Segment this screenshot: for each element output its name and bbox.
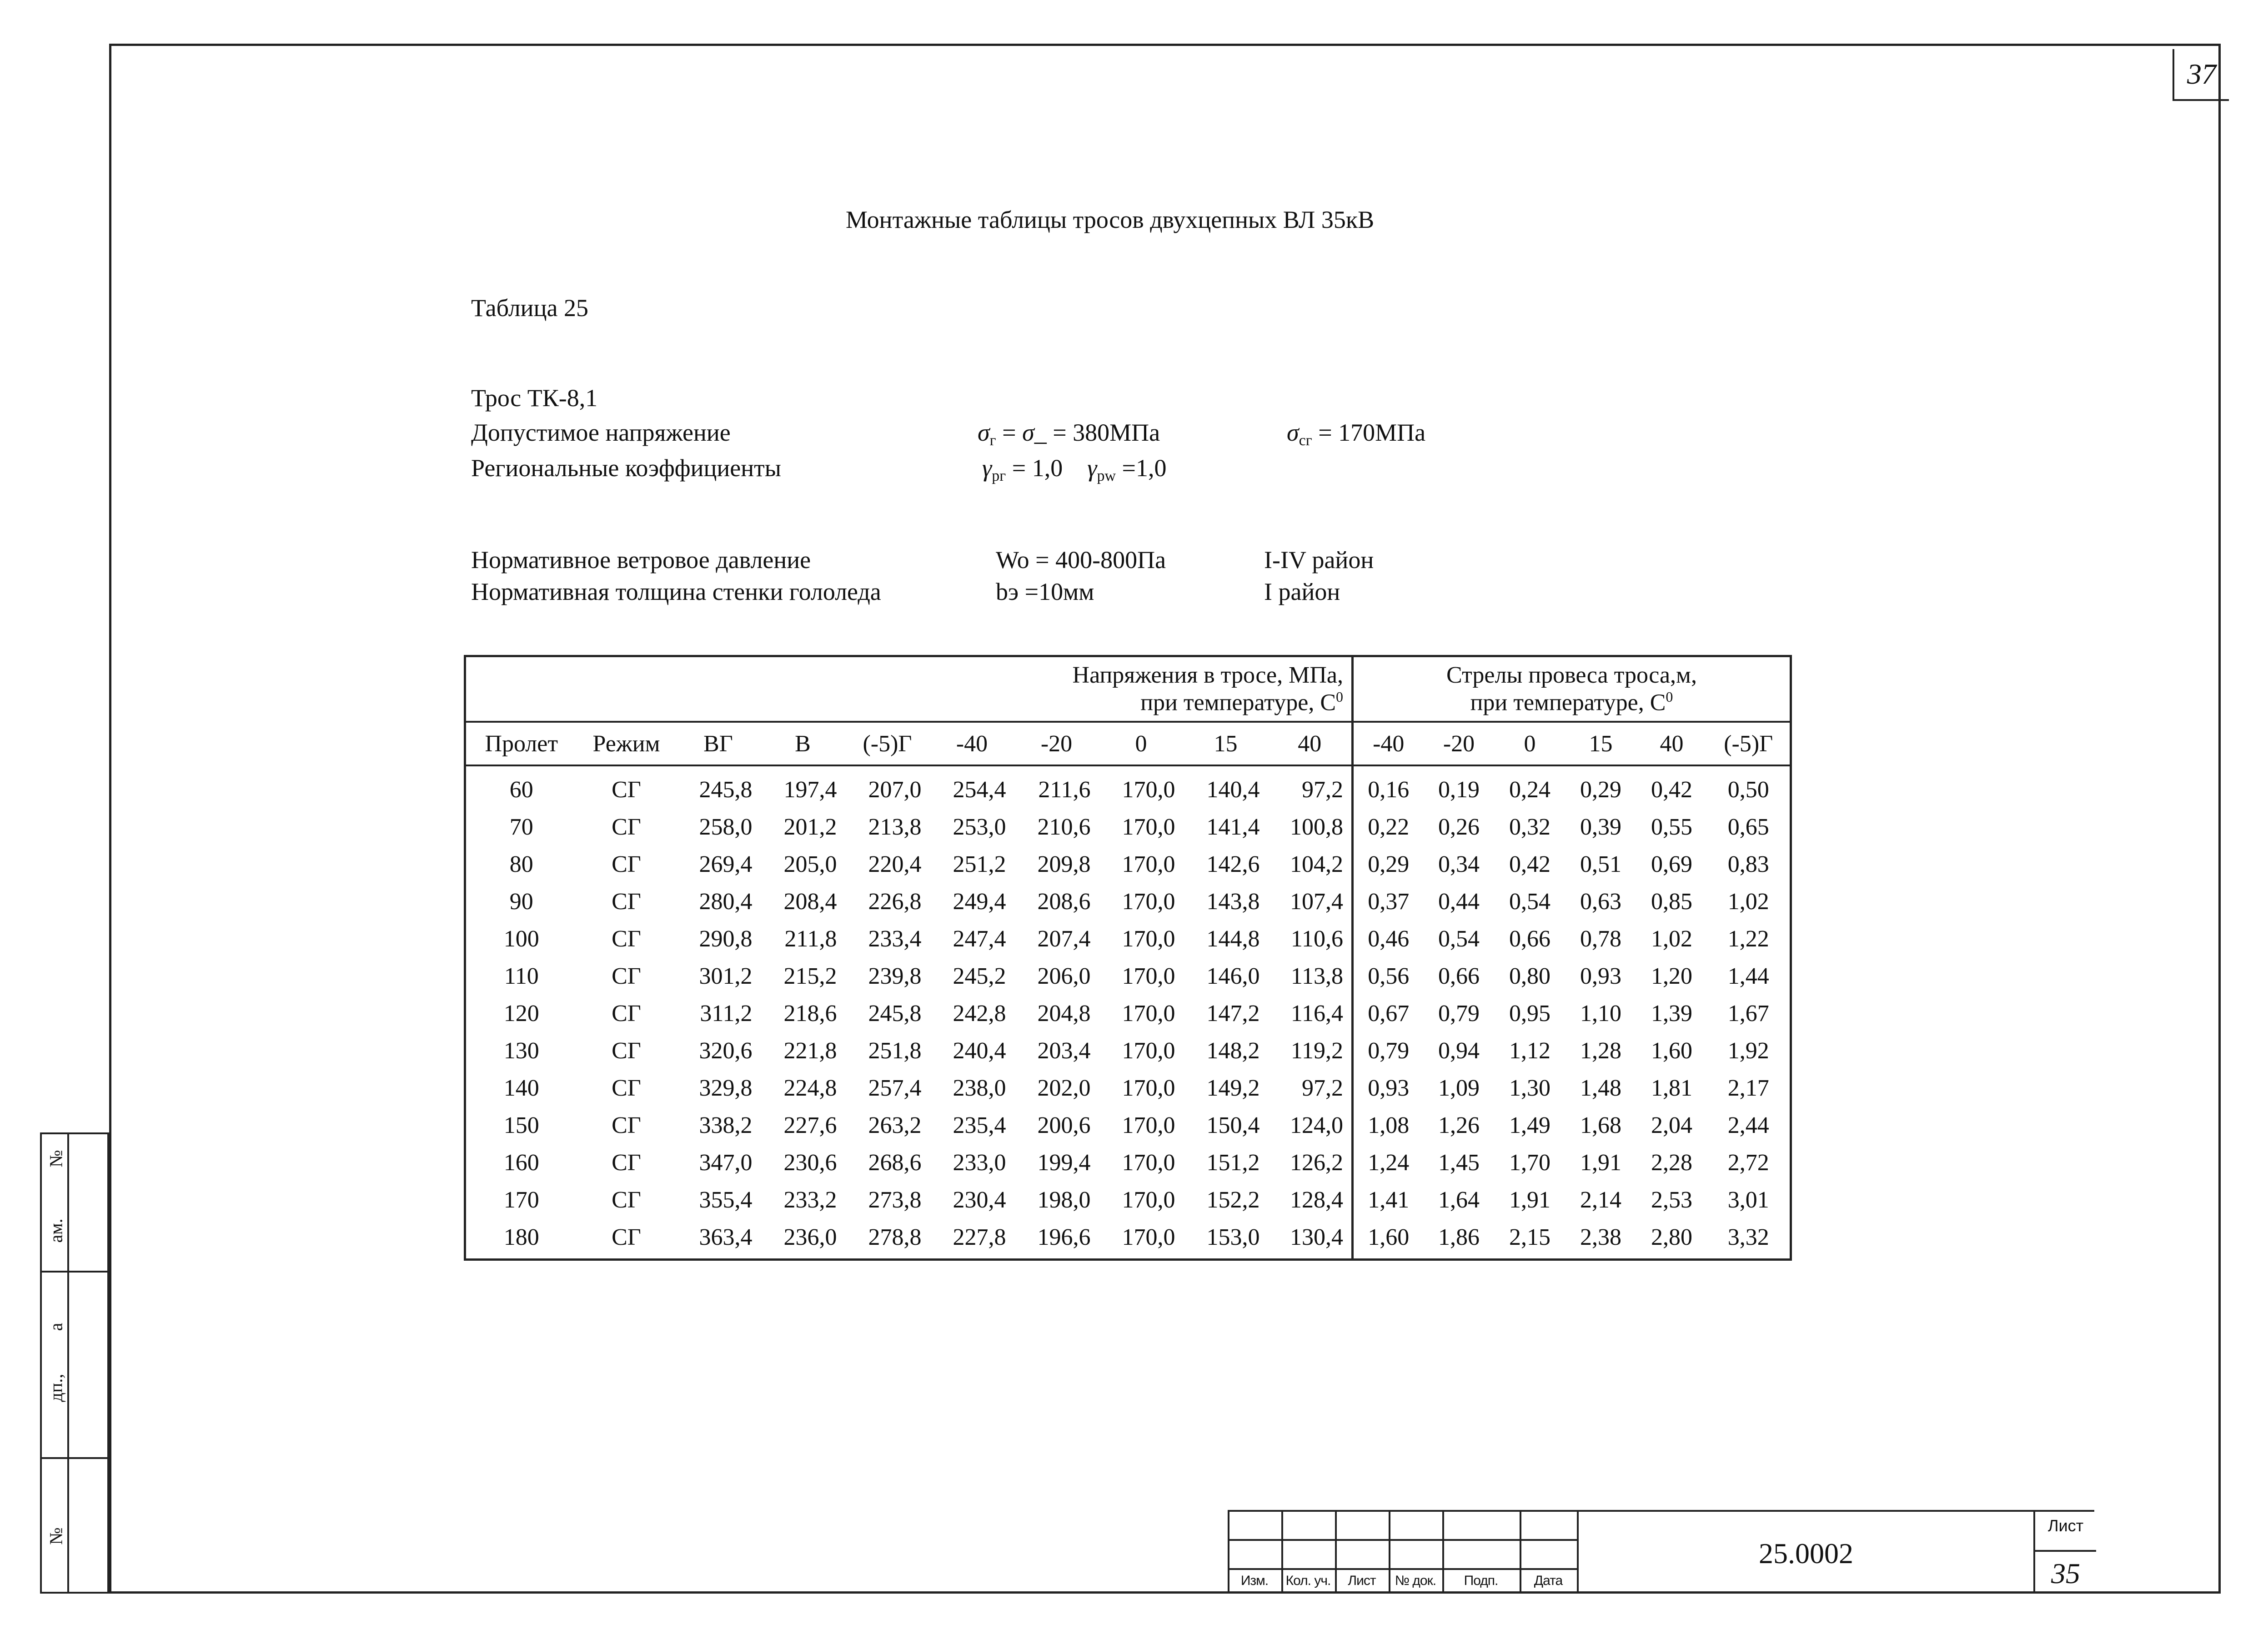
table-caption: Таблица 25 [471,294,588,322]
column-header: (-5)Г [1707,722,1791,765]
sheet-box [2033,1510,2094,1594]
table-cell: 1,64 [1438,1187,1480,1213]
column-header: 0 [1099,722,1184,765]
stamp-divider [42,1457,107,1459]
table-cell: 140 [503,1075,539,1101]
table-cell: 170,0 [1122,926,1175,952]
table-cell: СГ [612,1037,641,1064]
table-cell: 0,22 [1368,814,1410,840]
table-cell: 203,4 [1037,1037,1091,1064]
table-cell: 0,79 [1438,1000,1480,1026]
sigma-cr-value: $\sigma_{сг} = 170МПа$ [1287,419,1426,449]
table-cell: 0,24 [1509,776,1550,803]
table-cell: 0,26 [1438,814,1480,840]
table-cell: 143,8 [1206,888,1260,915]
table-cell: 249,4 [953,888,1006,915]
table-cell: СГ [612,776,641,803]
table-cell: 0,32 [1509,814,1550,840]
column-header: Режим [577,722,676,765]
table-cell: 200,6 [1037,1112,1091,1138]
column-header-row [465,722,1791,765]
table-cell: 1,02 [1727,888,1769,915]
wind-label: Нормативное ветровое давление [471,546,811,574]
table-cell: СГ [612,851,641,877]
table-cell: 0,65 [1727,814,1769,840]
table-cell: 0,67 [1368,1000,1410,1026]
table-cell: 0,66 [1438,963,1480,989]
table-cell: 148,2 [1206,1037,1260,1064]
table-cell: 1,60 [1651,1037,1692,1064]
table-cell: 0,42 [1509,851,1550,877]
table-cell: 2,72 [1727,1149,1769,1176]
table-cell: 0,94 [1438,1037,1480,1064]
table-row [465,920,1791,957]
table-cell: 1,91 [1580,1149,1621,1176]
table-row [465,1107,1791,1144]
table-cell: 0,29 [1580,776,1621,803]
table-cell: 2,44 [1727,1112,1769,1138]
table-cell: 1,09 [1438,1075,1480,1101]
table-row [465,1144,1791,1181]
table-cell: 0,42 [1651,776,1692,803]
table-cell: 235,4 [953,1112,1006,1138]
table-cell: 213,8 [868,814,922,840]
allowed-stress-value: $\sigma_г$ = σ_ = 380МПа [978,419,1160,449]
table-cell: 0,95 [1509,1000,1550,1026]
table-cell: СГ [612,814,641,840]
table-row [465,845,1791,883]
table-cell: 1,26 [1438,1112,1480,1138]
table-row [465,1181,1791,1218]
table-cell: 278,8 [868,1224,922,1250]
ice-label: Нормативная толщина стенки гололеда [471,578,881,605]
table-cell: 338,2 [699,1112,753,1138]
table-cell: 226,8 [868,888,922,915]
caption-izm: Изм. [1240,1573,1269,1588]
table-cell: СГ [612,963,641,989]
table-row [465,1032,1791,1069]
table-cell: 2,38 [1580,1224,1621,1250]
table-cell: 0,16 [1368,776,1410,803]
table-row [465,1069,1791,1107]
table-cell: 110 [504,963,539,989]
title-block [1228,1510,2221,1594]
table-cell: 0,34 [1438,851,1480,877]
table-cell: 97,2 [1268,1069,1353,1107]
table-cell: 236,0 [783,1224,837,1250]
table-cell: 258,0 [699,814,753,840]
table-cell: 130,4 [1268,1218,1353,1260]
allowed-stress-label: Допустимое напряжение [471,419,731,446]
table-cell: СГ [612,1112,641,1138]
table-cell: 363,4 [699,1224,753,1250]
table-cell: 153,0 [1206,1224,1260,1250]
ice-value: bэ =10мм [996,578,1094,605]
sheet-label: Лист [2047,1516,2084,1535]
ice-region: I район [1264,578,1340,605]
table-cell: 0,39 [1580,814,1621,840]
table-cell: 0,54 [1509,888,1550,915]
table-cell: 251,2 [953,851,1006,877]
table-cell: 320,6 [699,1037,753,1064]
table-cell: 1,22 [1727,926,1769,952]
stamp-label-column [42,1134,69,1592]
table-cell: 170,0 [1122,851,1175,877]
table-cell: 110,6 [1268,920,1353,957]
stamp-divider [42,1271,107,1273]
table-cell: 2,04 [1651,1112,1692,1138]
table-cell: 198,0 [1037,1187,1091,1213]
table-cell: 130 [503,1037,539,1064]
table-cell: 233,4 [868,926,922,952]
table-cell: 0,19 [1438,776,1480,803]
table-cell: 0,69 [1651,851,1692,877]
table-cell: 208,6 [1037,888,1091,915]
column-header: 15 [1566,722,1636,765]
caption-kol-uch: Кол. уч. [1285,1573,1331,1588]
table-cell: 1,30 [1509,1075,1550,1101]
table-cell: 224,8 [783,1075,837,1101]
table-cell: 273,8 [868,1187,922,1213]
table-cell: 3,32 [1727,1224,1769,1250]
table-cell: 220,4 [868,851,922,877]
installation-table [464,655,1792,1261]
table-cell: 2,80 [1651,1224,1692,1250]
table-cell: 329,8 [699,1075,753,1101]
table-cell: 254,4 [953,776,1006,803]
column-header: -40 [1353,722,1424,765]
table-cell: 211,6 [1038,776,1091,803]
table-row [465,995,1791,1032]
table-cell: 0,80 [1509,963,1550,989]
table-cell: 60 [509,776,533,803]
table-cell: 1,24 [1368,1149,1410,1176]
table-cell: 233,0 [953,1149,1006,1176]
table-cell: 1,39 [1651,1000,1692,1026]
table-cell: 242,8 [953,1000,1006,1026]
left-stamp [40,1132,109,1594]
table-cell: 240,4 [953,1037,1006,1064]
table-cell: 141,4 [1206,814,1260,840]
table-cell: 180 [503,1224,539,1250]
table-cell: 1,45 [1438,1149,1480,1176]
sheet-number: 35 [2035,1550,2096,1595]
table-cell: 0,50 [1727,776,1769,803]
revision-row-line [1228,1539,1577,1541]
table-cell: 0,79 [1368,1037,1410,1064]
table-cell: 170,0 [1122,963,1175,989]
table-cell: 150,4 [1206,1112,1260,1138]
table-cell: 355,4 [699,1187,753,1213]
table-cell: 140,4 [1206,776,1260,803]
table-cell: 170,0 [1122,1224,1175,1250]
table-cell: 1,68 [1580,1112,1621,1138]
regional-label: Региональные коэффициенты [471,454,782,482]
table-cell: 206,0 [1037,963,1091,989]
table-cell: 124,0 [1268,1107,1353,1144]
column-header: ВГ [676,722,761,765]
column-header: -20 [1014,722,1099,765]
table-cell: 1,44 [1727,963,1769,989]
table-cell: 209,8 [1037,851,1091,877]
table-cell: 0,63 [1580,888,1621,915]
table-cell: 199,4 [1037,1149,1091,1176]
table-cell: 227,8 [953,1224,1006,1250]
table-cell: 1,49 [1509,1112,1550,1138]
table-cell: 152,2 [1206,1187,1260,1213]
table-cell: 170,0 [1122,1112,1175,1138]
table-cell: 0,55 [1651,814,1692,840]
table-cell: 150 [503,1112,539,1138]
table-cell: 0,56 [1368,963,1410,989]
table-cell: СГ [612,1187,641,1213]
table-cell: 0,66 [1509,926,1550,952]
cable-type: Трос ТК-8,1 [471,384,598,412]
table-cell: 144,8 [1206,926,1260,952]
table-cell: 170,0 [1122,776,1175,803]
table-cell: 1,41 [1368,1187,1410,1213]
table-cell: 107,4 [1268,883,1353,920]
stamp-label: а [45,1323,66,1331]
wind-region: I-IV район [1264,546,1374,574]
table-cell: 239,8 [868,963,922,989]
table-cell: 146,0 [1206,963,1260,989]
table-cell: 0,78 [1580,926,1621,952]
table-cell: 70 [509,814,533,840]
table-cell: 170 [503,1187,539,1213]
table-cell: 1,86 [1438,1224,1480,1250]
caption-list: Лист [1348,1573,1376,1588]
table-cell: 311,2 [700,1000,753,1026]
table-cell: 230,4 [953,1187,1006,1213]
table-cell: 221,8 [783,1037,837,1064]
table-cell: 3,01 [1727,1187,1769,1213]
column-header: Пролет [465,722,577,765]
table-cell: 1,10 [1580,1000,1621,1026]
table-cell: СГ [612,888,641,915]
table-cell: 2,15 [1509,1224,1550,1250]
table-cell: 204,8 [1037,1000,1091,1026]
table-cell: 205,0 [783,851,837,877]
table-body [465,765,1791,1260]
table-cell: 245,8 [868,1000,922,1026]
table-cell: 0,37 [1368,888,1410,915]
table-cell: 210,6 [1037,814,1091,840]
table-cell: 280,4 [699,888,753,915]
table-cell: 151,2 [1206,1149,1260,1176]
table-cell: 0,51 [1580,851,1621,877]
table-cell: 0,83 [1727,851,1769,877]
table-cell: 230,6 [783,1149,837,1176]
column-header: -40 [930,722,1014,765]
table-cell: 126,2 [1268,1144,1353,1181]
table-cell: 1,60 [1368,1224,1410,1250]
table-cell: 113,8 [1268,957,1353,995]
table-cell: 142,6 [1206,851,1260,877]
table-cell: 160 [503,1149,539,1176]
table-cell: 207,0 [868,776,922,803]
column-header: -20 [1424,722,1495,765]
table-cell: 128,4 [1268,1181,1353,1218]
table-cell: 290,8 [699,926,753,952]
table-cell: 149,2 [1206,1075,1260,1101]
doc-code-cell [1577,1510,2033,1594]
column-header: 15 [1184,722,1268,765]
corner-page-number: 37 [2173,49,2229,101]
table-cell: СГ [612,1000,641,1026]
stamp-label: № [45,1527,66,1545]
table-cell: 100 [503,926,539,952]
doc-code: 25.0002 [1759,1537,1853,1570]
table-cell: 100,8 [1268,808,1353,845]
caption-doc-no: № док. [1395,1573,1436,1588]
table-cell: 253,0 [953,814,1006,840]
table-cell: 119,2 [1268,1032,1353,1069]
table-cell: 215,2 [783,963,837,989]
table-cell: 104,2 [1268,845,1353,883]
table-cell: 208,4 [783,888,837,915]
table-cell: 170,0 [1122,1037,1175,1064]
table-cell: 2,14 [1580,1187,1621,1213]
table-cell: 1,92 [1727,1037,1769,1064]
page-title: Монтажные таблицы тросов двухцепных ВЛ 35кВ [846,206,1375,233]
caption-signature: Подп. [1464,1573,1498,1588]
table-row [465,957,1791,995]
table-cell: 202,0 [1037,1075,1091,1101]
table-cell: 2,17 [1727,1075,1769,1101]
table-cell: 0,93 [1580,963,1621,989]
table-row [465,1218,1791,1260]
table-cell: 90 [509,888,533,915]
table-cell: 211,8 [784,926,837,952]
table-cell: 1,20 [1651,963,1692,989]
table-cell: 0,93 [1368,1075,1410,1101]
table-row [465,883,1791,920]
table-cell: 1,12 [1509,1037,1550,1064]
table-cell: 268,6 [868,1149,922,1176]
table-cell: 0,46 [1368,926,1410,952]
column-header: 40 [1268,722,1353,765]
table-cell: СГ [612,1075,641,1101]
table-cell: 0,44 [1438,888,1480,915]
table-cell: 218,6 [783,1000,837,1026]
table-cell: 170,0 [1122,888,1175,915]
table-cell: 1,91 [1509,1187,1550,1213]
table-cell: 97,2 [1268,765,1353,808]
table-row [465,765,1791,808]
table-cell: 1,28 [1580,1037,1621,1064]
regional-value: $\gamma_{рг} = 1,0$ $\gamma_{pw} =1,0$ [982,454,1167,484]
table-cell: 1,02 [1651,926,1692,952]
stamp-label: дп., [45,1373,66,1402]
table-cell: 120 [503,1000,539,1026]
table-cell: СГ [612,1224,641,1250]
table-cell: 1,67 [1727,1000,1769,1026]
table-cell: 2,28 [1651,1149,1692,1176]
table-cell: 257,4 [868,1075,922,1101]
table-cell: 170,0 [1122,1187,1175,1213]
sag-group-header: Стрелы провеса троса,м, при температуре, $С^0$ [1446,662,1697,716]
table-cell: 301,2 [699,963,753,989]
table-cell: 170,0 [1122,814,1175,840]
table-cell: 1,08 [1368,1112,1410,1138]
table-cell: 147,2 [1206,1000,1260,1026]
table-cell: 201,2 [783,814,837,840]
column-header: В [761,722,845,765]
table-cell: СГ [612,1149,641,1176]
table-cell: 196,6 [1037,1224,1091,1250]
table-cell: 80 [509,851,533,877]
table-cell: 238,0 [953,1075,1006,1101]
group-header-row [465,656,1791,722]
table-cell: 245,8 [699,776,753,803]
table-cell: 269,4 [699,851,753,877]
table-cell: 227,6 [783,1112,837,1138]
sheet-cell [2033,1510,2221,1594]
table-cell: 347,0 [699,1149,753,1176]
column-header: 40 [1636,722,1707,765]
table-cell: 1,70 [1509,1149,1550,1176]
table-cell: 207,4 [1037,926,1091,952]
stress-group-header: Напряжения в тросе, МПа, при температуре, $С^0$ [465,656,1353,722]
table-cell: 170,0 [1122,1075,1175,1101]
table-cell: 170,0 [1122,1149,1175,1176]
table-cell: 1,48 [1580,1075,1621,1101]
wind-value: Wo = 400-800Па [996,546,1166,574]
table-cell: 0,85 [1651,888,1692,915]
table-cell: СГ [612,926,641,952]
stamp-label: ам. [45,1218,66,1243]
table-row [465,808,1791,845]
table-cell: 245,2 [953,963,1006,989]
table-cell: 1,81 [1651,1075,1692,1101]
table-cell: 251,8 [868,1037,922,1064]
caption-date: Дата [1534,1573,1563,1588]
table-cell: 170,0 [1122,1000,1175,1026]
stamp-label: № [45,1150,66,1167]
table-cell: 0,54 [1438,926,1480,952]
table-cell: 197,4 [783,776,837,803]
column-header: 0 [1495,722,1566,765]
table-cell: 0,29 [1368,851,1410,877]
table-cell: 233,2 [783,1187,837,1213]
table-cell: 247,4 [953,926,1006,952]
table-cell: 116,4 [1268,995,1353,1032]
table-cell: 2,53 [1651,1187,1692,1213]
table-cell: 263,2 [868,1112,922,1138]
column-header: (-5)Г [845,722,930,765]
